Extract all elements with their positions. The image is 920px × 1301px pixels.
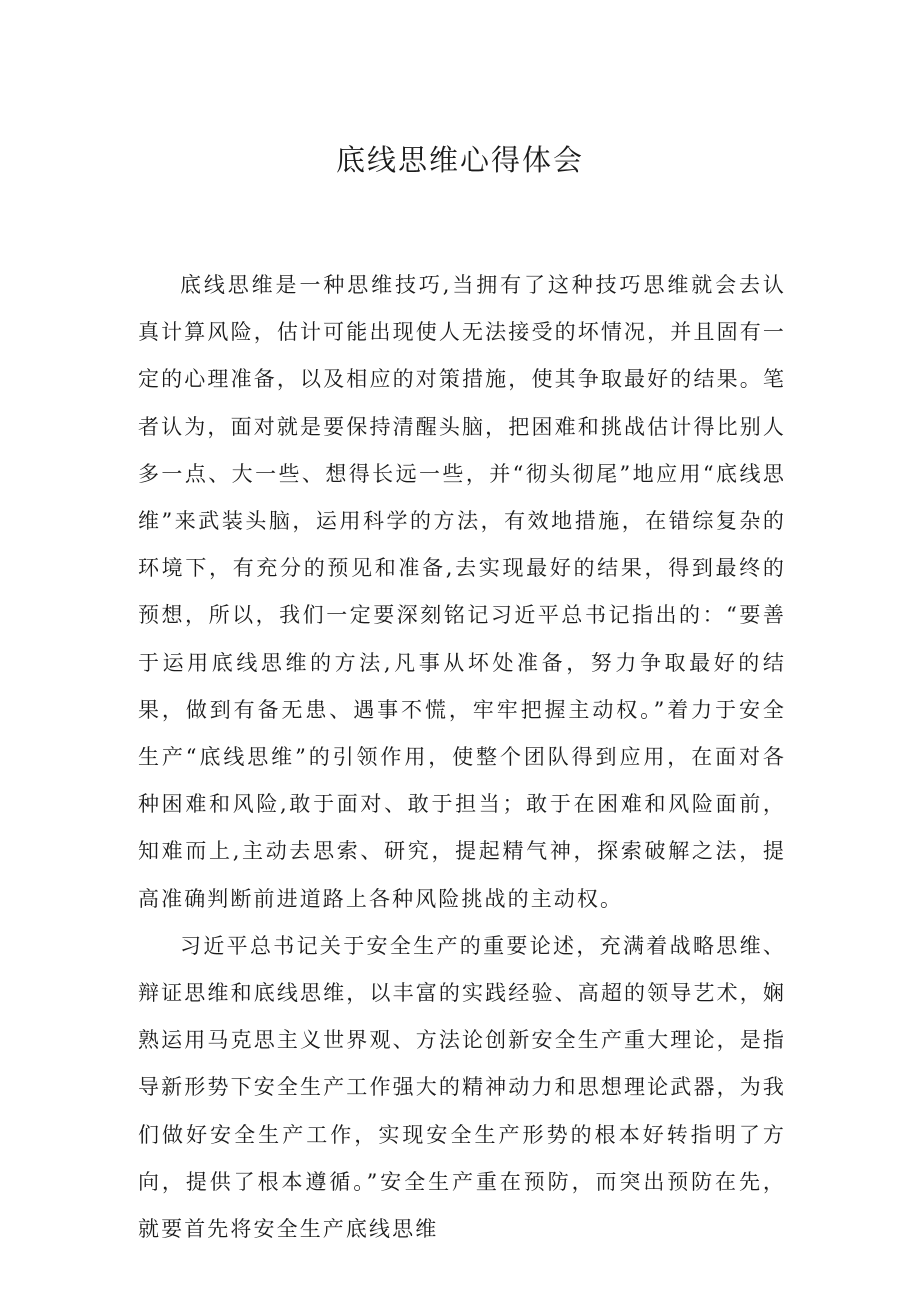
paragraph-2: 习近平总书记关于安全生产的重要论述，充满着战略思维、辩证思维和底线思维，以丰富的实践经验、高超的领导艺术，娴熟运用马克思主义世界观、方法论创新安全生产重大理论，是指导新形势下安全生产工作强大的精神动力和思想理论武器，为我们做好安全生产工作，实现安全生产形势的根本好转指明了方向，提供了根本遵循。”安全生产重在预防，而突出预防在先，就要首先将安全生产底线思维 — [138, 933, 786, 1242]
document-title: 底线思维心得体会 — [335, 143, 584, 177]
document-body — [138, 262, 786, 1253]
paragraph-1: 底线思维是一种思维技巧,当拥有了这种技巧思维就会去认真计算风险，估计可能出现使人无法接受的坏情况，并且固有一定的心理准备，以及相应的对策措施，使其争取最好的结果。笔者认为，面对就是要保持清醒头脑，把困难和挑战估计得比别人多一点、大一些、想得长远一些，并“彻头彻尾”地应用“底线思维”来武装头脑，运用科学的方法，有效地措施，在错综复杂的环境下，有充分的预见和准备,去实现最好的结果，得到最终的预想，所以，我们一定要深刻铭记习近平总书记指出的：“要善于运用底线思维的方法,凡事从坏处准备，努力争取最好的结果，做到有备无患、遇事不慌，牢牢把握主动权。”着力于安全生产“底线思维”的引领作用，使整个团队得到应用，在面对各种困难和风险,敢于面对、敢于担当；敢于在困难和风险面前，知难而上,主动去思索、研究，提起精气神，探索破解之法，提高准确判断前进道路上各种风险挑战的主动权。 — [138, 273, 786, 911]
